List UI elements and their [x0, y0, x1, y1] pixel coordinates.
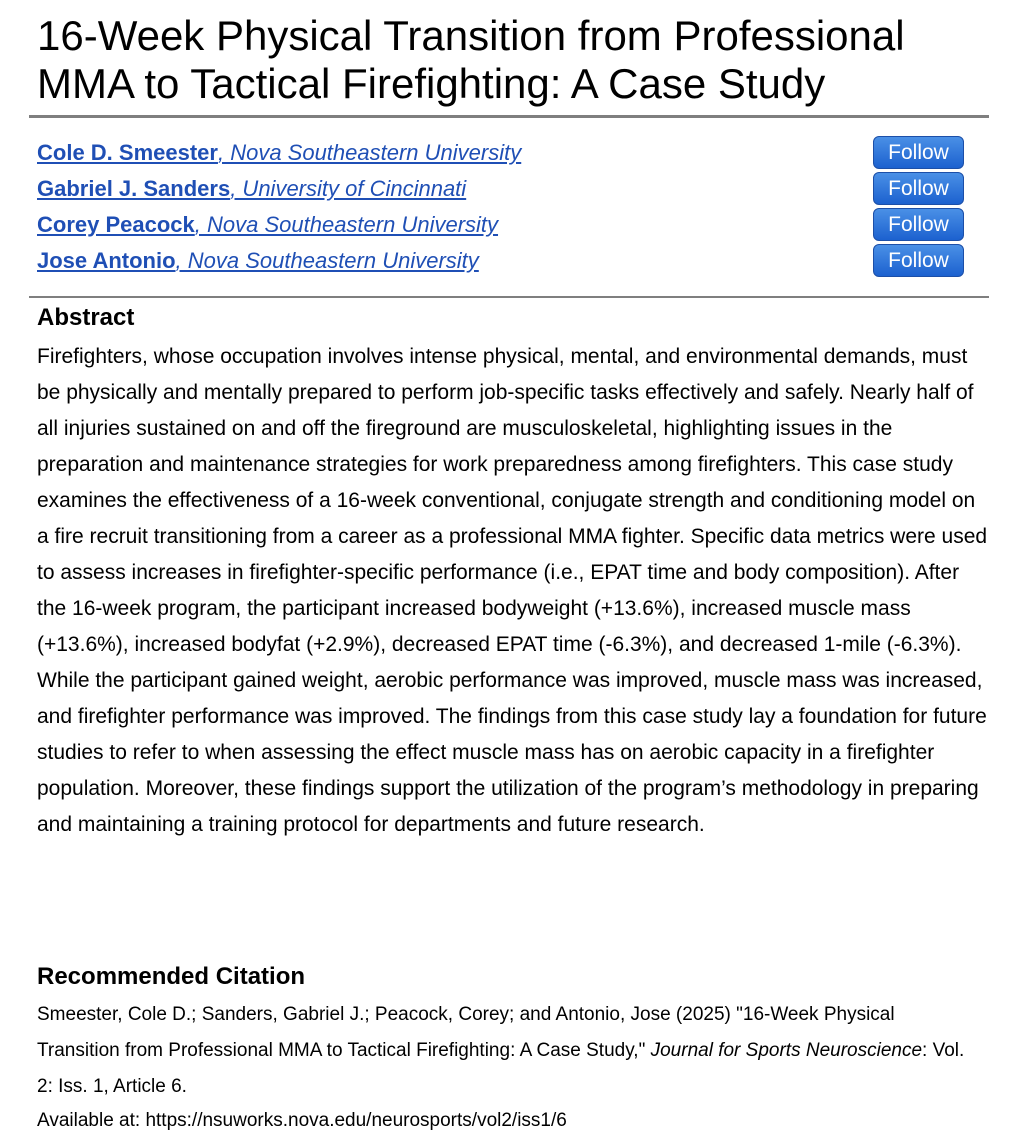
author-link[interactable]: [37, 139, 521, 167]
author-list: [37, 136, 967, 280]
author-institution: , Nova Southeastern University: [194, 212, 499, 237]
author-row: [37, 244, 967, 280]
title-divider: [29, 115, 989, 118]
follow-button[interactable]: Follow: [873, 172, 964, 205]
citation-journal: Journal for Sports Neuroscience: [650, 1040, 923, 1061]
follow-button[interactable]: Follow: [873, 136, 964, 169]
abstract-heading: Abstract: [37, 304, 135, 331]
author-link[interactable]: [37, 247, 479, 275]
author-institution: , Nova Southeastern University: [217, 140, 522, 165]
article-title: 16-Week Physical Transition from Professional MMA to Tactical Firefighting: A Case Study: [37, 12, 905, 107]
author-link[interactable]: [37, 211, 498, 239]
follow-button[interactable]: Follow: [873, 208, 964, 241]
citation-text: [37, 997, 977, 1105]
author-row: [37, 172, 967, 208]
abstract-text: Firefighters, whose occupation involves intense physical, mental, and environmental demands, must be physically and mentally prepared to perform job-specific tasks effectively and safely. Nearly half of all injuries sustained on and off the fireground are musculoskeletal, highlighting issues in the preparation and maintenance strategies for work preparedness among firefighters. This case study examines the effectiveness of a 16-week conventional, conjugate strength and conditioning model on a fire recruit transitioning from a career as a professional MMA fighter. Specific data metrics were used to assess increases in firefighter-specific performance (i.e., EPAT time and body composition). After the 16-week program, the participant increased bodyweight (+13.6%), increased muscle mass (+13.6%), increased bodyfat (+2.9%), decreased EPAT time (-6.3%), and decreased 1-mile (-6.3%). While the participant gained weight, aerobic performance was improved, muscle mass was increased, and firefighter performance was improved. The findings from this case study lay a foundation for future studies to refer to when assessing the effect muscle mass has on aerobic capacity in a firefighter population. Moreover, these findings support the utilization of the program’s methodology in preparing and maintaining a training protocol for departments and future research.: [37, 345, 988, 836]
author-row: [37, 136, 967, 172]
author-institution: , University of Cincinnati: [230, 176, 467, 201]
available-at-url: Available at: https://nsuworks.nova.edu/neurosports/vol2/iss1/6: [37, 1110, 567, 1131]
author-link[interactable]: [37, 175, 466, 203]
section-divider: [29, 296, 989, 298]
author-name: Gabriel J. Sanders: [37, 176, 231, 201]
follow-button[interactable]: Follow: [873, 244, 964, 277]
author-name: Corey Peacock: [37, 212, 195, 237]
citation-volume: : Vol. 2: Iss. 1, Article 6.: [37, 1040, 965, 1097]
author-name: Jose Antonio: [37, 248, 176, 273]
citation-heading: Recommended Citation: [37, 963, 306, 990]
author-row: [37, 208, 967, 244]
citation-authors-title: Smeester, Cole D.; Sanders, Gabriel J.; Peacock, Corey; and Antonio, Jose (2025) "16-Week Physical Transition from Professional MMA to Tactical Firefighting: A Case Study,": [37, 1004, 895, 1061]
author-institution: , Nova Southeastern University: [175, 248, 479, 273]
author-name: Cole D. Smeester: [37, 140, 218, 165]
